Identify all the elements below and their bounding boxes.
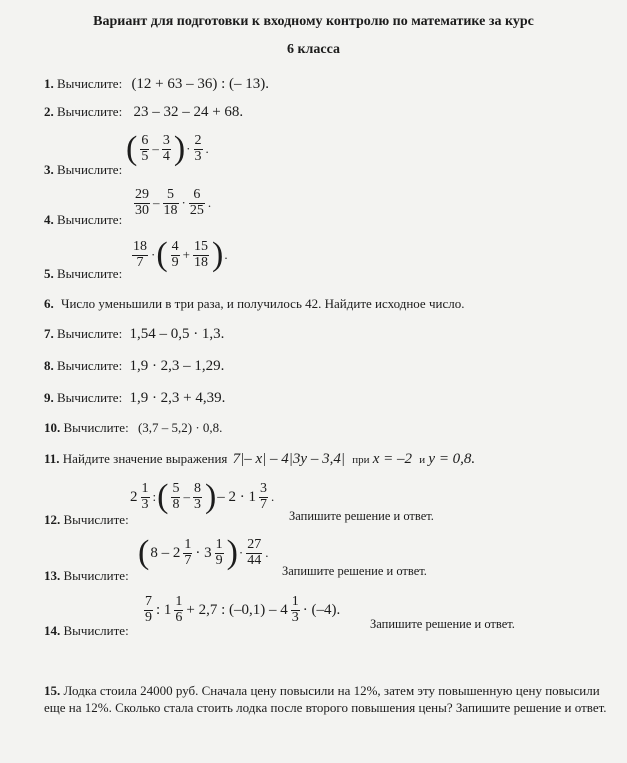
task-expression: 1,9 · 2,3 – 1,29. — [129, 358, 225, 374]
task-text: Число уменьшили в три раза, и получилось 42. Найдите исходное число. — [61, 296, 465, 311]
task-label: Вычислите: — [57, 266, 123, 281]
task-label: Вычислите: — [63, 568, 129, 583]
task-number: 5. — [44, 266, 54, 281]
paren-open: ( — [138, 534, 150, 571]
paren-open: ( — [157, 478, 169, 515]
task-3-expression: ( $\frac{6}{5}$ – $\frac{3}{4}$ ) · $\frac{2}{3}$ . — [126, 130, 209, 167]
fraction: $\frac{18}{7}$ — [133, 238, 147, 270]
task-condition-word: при — [352, 454, 370, 466]
task-9 — [44, 390, 225, 407]
task-expression: (3,7 – 5,2) · 0,8. — [137, 420, 223, 435]
task-14-expression: $\frac{7}{9}$ : 1 $\frac{1}{6}$ + 2,7 : (–0,1) – 4 $\frac{1}{3}$ · (–4). — [145, 594, 341, 625]
task-number: 14. — [44, 623, 61, 638]
task-condition-x: x = –2 — [372, 451, 413, 467]
task-text: Лодка стоила 24000 руб. Сначала цену повысили на 12%, затем эту повышенную цену повысили еще на 12%. Сколько стала стоить лодка после второго повышения цены? Запишите решение и ответ. — [44, 683, 607, 715]
task-expression: 1,54 – 0,5 · 1,3. — [129, 326, 225, 342]
title-line-2: 6 класса — [286, 42, 341, 57]
task-number: 12. — [44, 512, 61, 527]
task-label: Вычислите: — [57, 162, 123, 177]
task-label: Вычислите: — [57, 390, 123, 405]
fraction: $\frac{3}{4}$ — [162, 132, 170, 164]
task-label: Вычислите: — [57, 76, 123, 91]
task-label: Вычислите: — [57, 104, 123, 119]
fraction: $\frac{15}{18}$ — [194, 238, 209, 270]
task-label: Вычислите: — [63, 420, 129, 435]
task-3-label — [44, 162, 122, 178]
task-number: 1. — [44, 76, 54, 91]
task-number: 13. — [44, 568, 61, 583]
task-12-expression: 2 $\frac{1}{3}$ : ( $\frac{5}{8}$ – $\frac{8}{3}$ ) – 2 · 1 $\frac{3}{7}$ . — [130, 478, 275, 515]
paren-close: ) — [226, 534, 238, 571]
fraction: $\frac{1}{6}$ — [175, 594, 183, 625]
task-number: 8. — [44, 358, 54, 373]
task-number: 2. — [44, 104, 54, 119]
task-label: Вычислите: — [57, 326, 123, 341]
task-label: Найдите значение выражения — [62, 451, 228, 466]
task-4-label — [44, 212, 122, 228]
task-expression: 1,9 · 2,3 + 4,39. — [129, 390, 226, 406]
fraction: $\frac{6}{5}$ — [141, 132, 149, 164]
task-number: 15. — [44, 683, 61, 698]
task-label: Вычислите: — [63, 512, 129, 527]
fraction: $\frac{29}{30}$ — [135, 187, 149, 218]
fraction: $\frac{4}{9}$ — [171, 238, 179, 270]
task-condition-y: y = 0,8. — [428, 451, 476, 467]
fraction: $\frac{1}{3}$ — [291, 594, 299, 625]
fraction: $\frac{3}{7}$ — [260, 480, 268, 512]
fraction: $\frac{1}{7}$ — [184, 536, 192, 568]
paren-close: ) — [212, 236, 224, 273]
paren-close: ) — [173, 130, 186, 167]
task-expression: (12 + 63 – 36) : (– 13). — [131, 76, 270, 92]
task-12-note: Запишите решение и ответ. — [289, 509, 434, 523]
task-expression: 23 – 32 – 24 + 68. — [133, 104, 244, 120]
task-13-label — [44, 568, 129, 584]
task-1 — [44, 76, 269, 93]
task-13-expression: ( 8 – 2 $\frac{1}{7}$ · 3 $\frac{1}{9}$ ) · $\frac{27}{44}$ . — [138, 534, 269, 571]
fraction: $\frac{2}{3}$ — [194, 132, 202, 164]
task-10 — [44, 420, 222, 436]
task-13-note: Запишите решение и ответ. — [282, 564, 427, 578]
fraction: $\frac{27}{44}$ — [247, 536, 262, 568]
task-5-expression: $\frac{18}{7}$ · ( $\frac{4}{9}$ + $\frac{15}{18}$ ) . — [133, 236, 228, 273]
task-condition-and: и — [419, 454, 426, 466]
task-number: 10. — [44, 420, 61, 435]
task-14-label — [44, 623, 129, 639]
paren-open: ( — [156, 236, 168, 273]
task-15 — [44, 682, 624, 716]
fraction: $\frac{1}{3}$ — [141, 480, 149, 512]
task-number: 6. — [44, 296, 54, 311]
task-5-label — [44, 266, 122, 282]
task-label: Вычислите: — [63, 623, 129, 638]
fraction: $\frac{6}{25}$ — [189, 187, 204, 218]
paren-open: ( — [126, 130, 138, 167]
paren-close: ) — [204, 478, 217, 515]
task-14-note: Запишите решение и ответ. — [370, 617, 515, 631]
fraction: $\frac{5}{18}$ — [163, 187, 178, 218]
fraction: $\frac{1}{9}$ — [215, 536, 223, 568]
task-8 — [44, 358, 224, 375]
task-number: 7. — [44, 326, 54, 341]
task-number: 9. — [44, 390, 54, 405]
task-expression: 7|– x| – 4|3y – 3,4| — [232, 451, 345, 467]
task-number: 11. — [44, 451, 60, 466]
task-4-expression: $\frac{29}{30}$ – $\frac{5}{18}$ · $\frac{6}{25}$ . — [135, 187, 212, 218]
task-7 — [44, 326, 224, 343]
task-6 — [44, 296, 464, 312]
title-line-1: Вариант для подготовки к входному контролю по математике за курс — [93, 14, 534, 29]
task-label: Вычислите: — [57, 358, 123, 373]
fraction: $\frac{7}{9}$ — [145, 594, 152, 625]
task-2 — [44, 104, 243, 121]
task-12-label — [44, 512, 129, 528]
fraction: $\frac{8}{3}$ — [193, 480, 201, 512]
task-number: 4. — [44, 212, 54, 227]
fraction: $\frac{5}{8}$ — [172, 480, 180, 512]
task-label: Вычислите: — [57, 212, 123, 227]
task-number: 3. — [44, 162, 54, 177]
task-11 — [44, 451, 475, 468]
